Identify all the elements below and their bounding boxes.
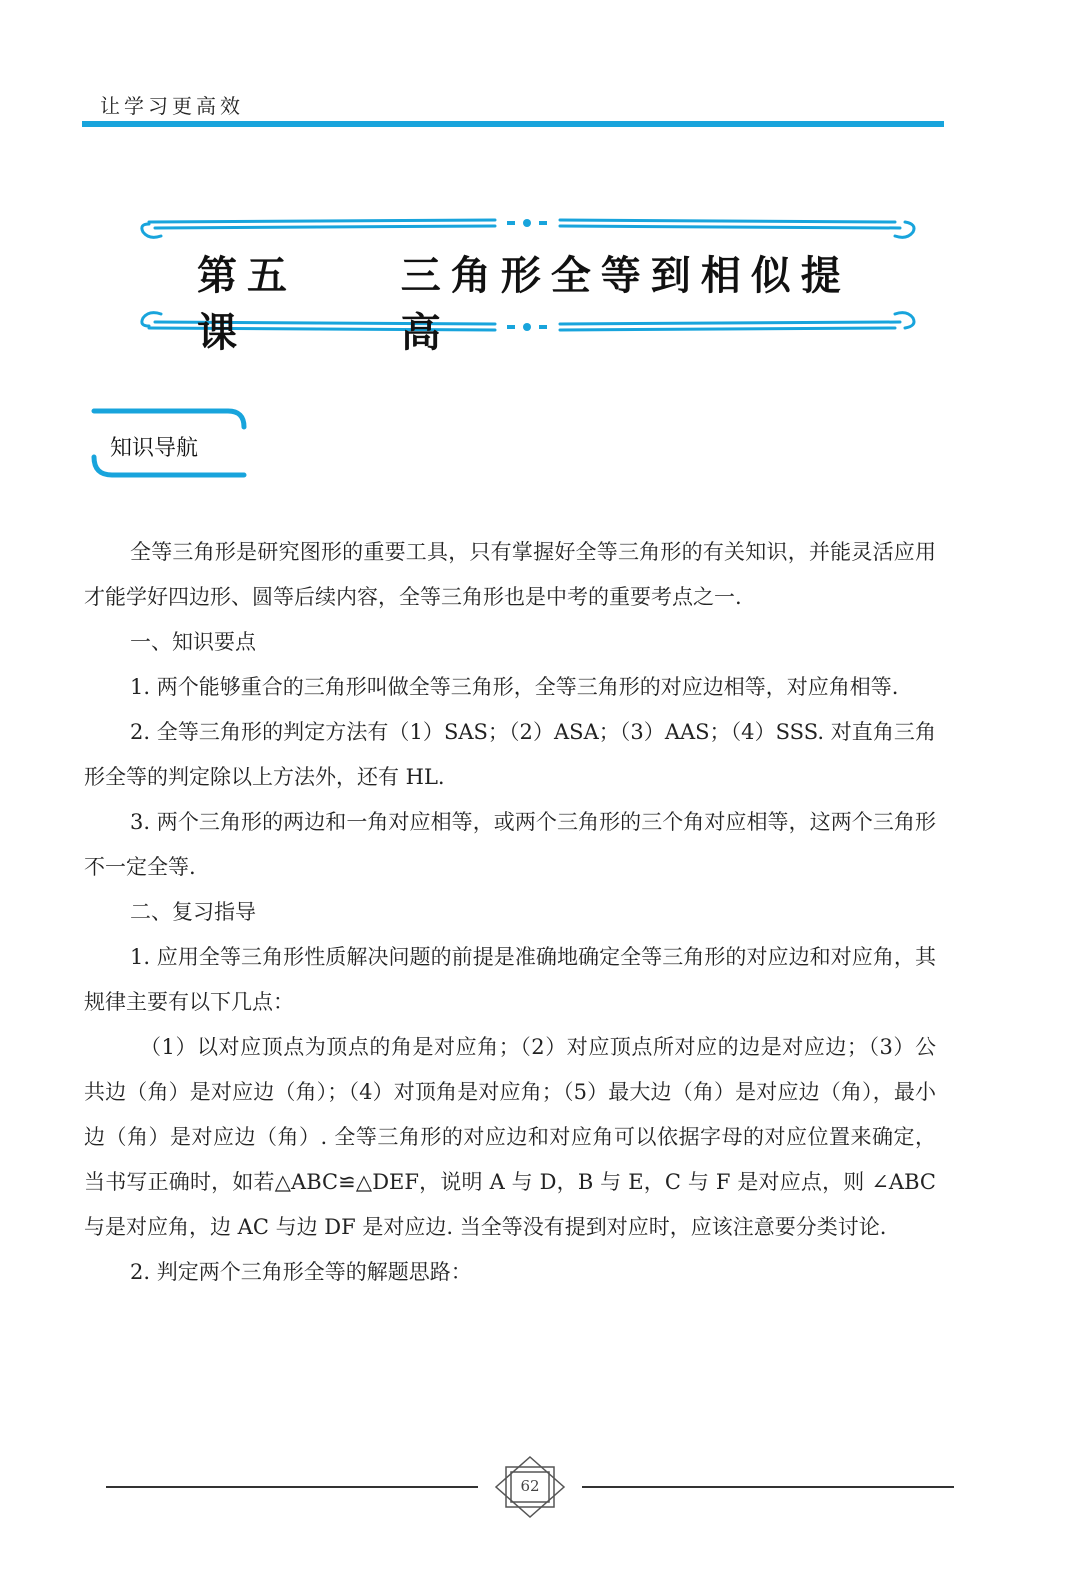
intro-paragraph: 全等三角形是研究图形的重要工具，只有掌握好全等三角形的有关知识，并能灵活应用才能学好四边形、圆等后续内容，全等三角形也是中考的重要考点之一. (84, 540, 936, 609)
footer-rule-left (106, 1486, 478, 1488)
page-number-badge (494, 1455, 566, 1519)
header-tagline: 让学习更高效 (100, 94, 244, 118)
lesson-title (195, 244, 880, 358)
footer-rule-right (582, 1486, 954, 1488)
page-number: 62 (520, 1477, 540, 1495)
heading-knowledge-points: 一、知识要点 (130, 630, 256, 654)
point-2: 2. 全等三角形的判定方法有（1）SAS；（2）ASA；（3）AAS；（4）SSS. 对直角三角形全等的判定除以上方法外，还有 HL. (84, 720, 936, 789)
lesson-number: 第五课 (197, 252, 297, 356)
header-rule (82, 121, 944, 127)
body-text (84, 530, 936, 1295)
title-banner (135, 200, 920, 356)
point-3: 3. 两个三角形的两边和一角对应相等，或两个三角形的三个角对应相等，这两个三角形不一定全等. (84, 810, 936, 879)
guide-1: 1. 应用全等三角形性质解决问题的前提是准确地确定全等三角形的对应边和对应角，其规律主要有以下几点： (84, 945, 936, 1014)
section-tab-label: 知识导航 (110, 436, 199, 461)
point-1: 1. 两个能够重合的三角形叫做全等三角形，全等三角形的对应边相等，对应角相等. (130, 675, 899, 699)
lesson-topic: 三角形全等到相似提高 (400, 252, 851, 356)
section-tab-knowledge-nav (88, 405, 248, 485)
heading-review-guide: 二、复习指导 (130, 900, 256, 924)
guide-1-rules: （1）以对应顶点为顶点的角是对应角；（2）对应顶点所对应的边是对应边；（3）公共边（角）是对应边（角）；（4）对顶角是对应角；（5）最大边（角）是对应边（角），最小边（角）是对应边（角）. 全等三角形的对应边和对应角可以依据字母的对应位置来确定，当书写正确时，如若△ABC≌△DEF，说明 A 与 D，B 与 E，C 与 F 是对应点，则 ∠ABC 与是对应角，边 AC 与边 DF 是对应边. 当全等没有提到对应时，应该注意要分类讨论. (84, 1035, 936, 1239)
guide-2: 2. 判定两个三角形全等的解题思路： (130, 1260, 472, 1284)
